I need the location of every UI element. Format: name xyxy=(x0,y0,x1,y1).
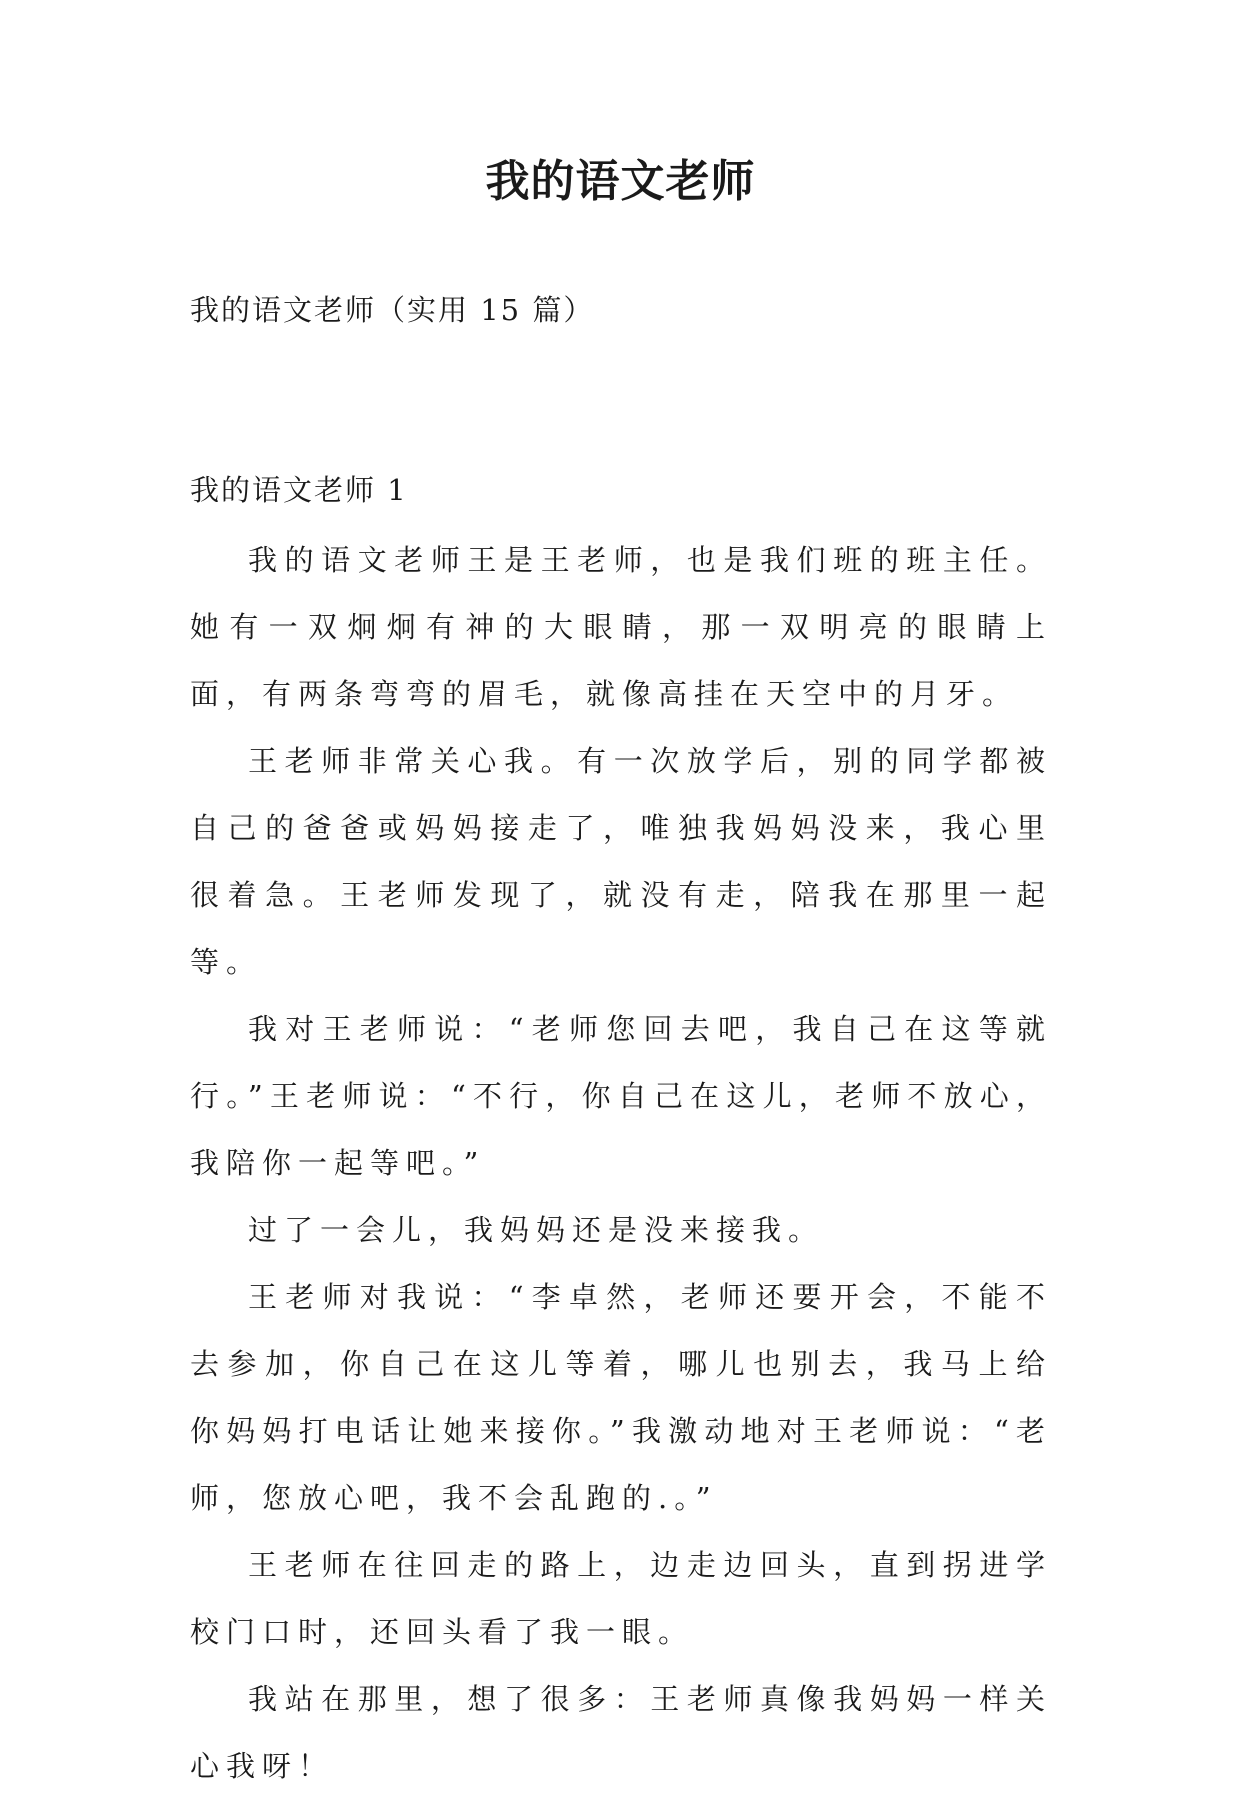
paragraph: 过了一会儿，我妈妈还是没来接我。 xyxy=(248,1213,825,1247)
paragraph: 我对王老师说：“老师您回去吧，我自己在这等就行。”王老师说：“不行，你自己在这儿，老师不放心，我陪你一起等吧。” xyxy=(190,1012,1052,1180)
paragraph: 王老师对我说：“李卓然，老师还要开会，不能不去参加，你自己在这儿等着，哪儿也别去，我马上给你妈妈打电话让她来接你。”我激动地对王老师说：“老师，您放心吧，我不会乱跑的.。” xyxy=(190,1280,1052,1515)
paragraph: 王老师非常关心我。有一次放学后，别的同学都被自己的爸爸或妈妈接走了，唯独我妈妈没来，我心里很着急。王老师发现了，就没有走，陪我在那里一起等。 xyxy=(190,744,1052,979)
body-text xyxy=(190,527,1052,1800)
paragraph: 我的语文老师王是王老师，也是我们班的班主任。她有一双炯炯有神的大眼睛，那一双明亮的眼睛上面，有两条弯弯的眉毛，就像高挂在天空中的月牙。 xyxy=(190,543,1052,711)
document-subtitle: 我的语文老师（实用 15 篇） xyxy=(190,293,595,327)
section-heading: 我的语文老师 1 xyxy=(190,473,408,507)
document-title: 我的语文老师 xyxy=(485,156,756,207)
paragraph: 我站在那里，想了很多：王老师真像我妈妈一样关心我呀！ xyxy=(190,1682,1052,1783)
paragraph: 王老师在往回走的路上，边走边回头，直到拐进学校门口时，还回头看了我一眼。 xyxy=(190,1548,1052,1649)
